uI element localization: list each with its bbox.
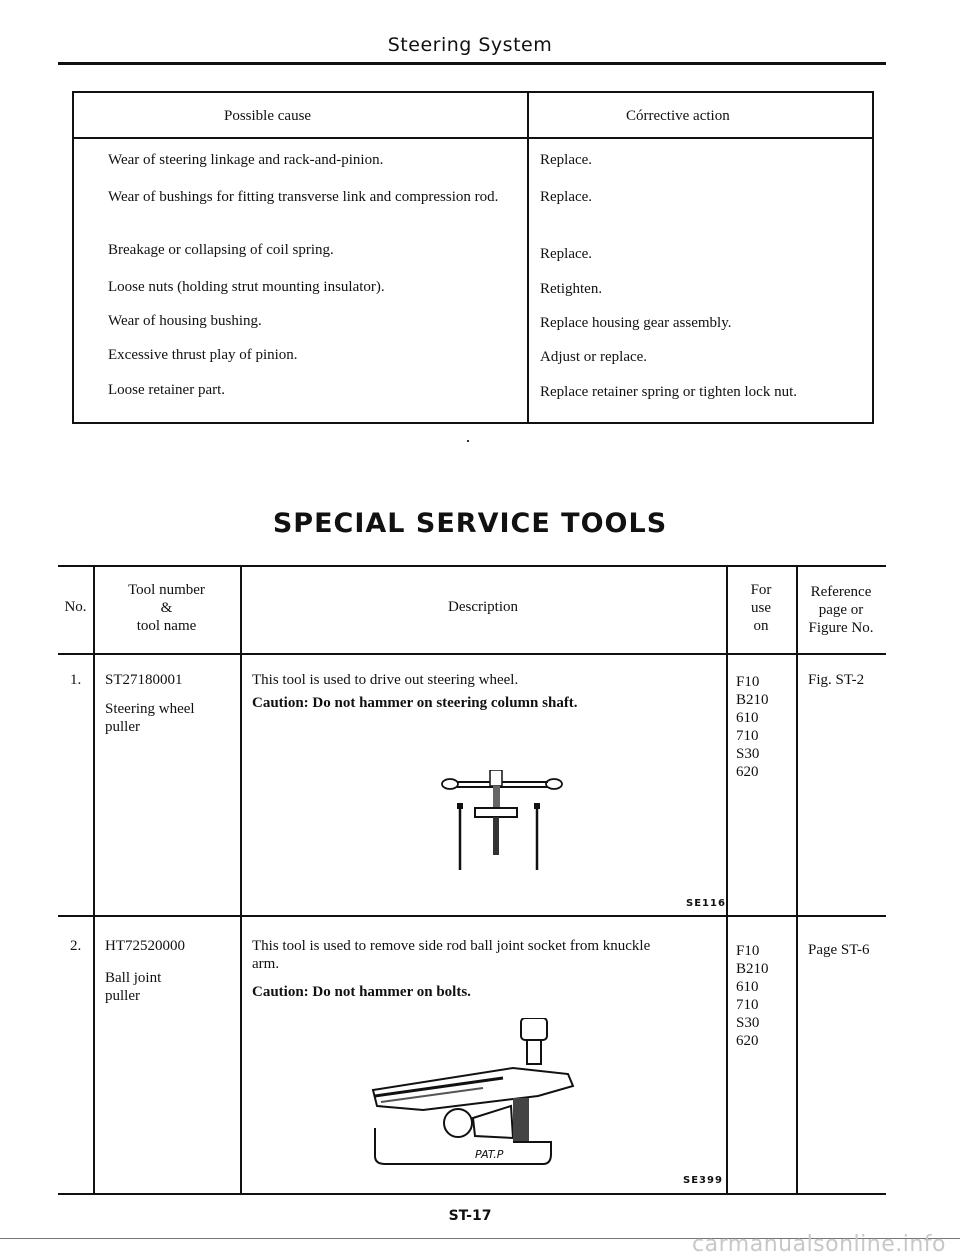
- row1-caution: Caution: Do not hammer on steering column shaft.: [252, 695, 578, 711]
- row1-tool-name: [105, 700, 195, 736]
- col-header-corrective-action: Córrective action: [626, 108, 730, 124]
- row1-tool-number: ST27180001: [105, 672, 183, 688]
- row2-tool-name-line-1: Ball joint: [105, 970, 162, 986]
- row2-caution: Caution: Do not hammer on bolts.: [252, 984, 471, 1000]
- header-tool-line-1: Tool number: [128, 582, 205, 598]
- row1-model: 610: [736, 710, 759, 726]
- row2-tool-number: HT72520000: [105, 938, 185, 954]
- action-row-6: Adjust or replace.: [540, 349, 648, 365]
- row2-description-line-2: arm.: [252, 956, 280, 972]
- header-tool-line-3: tool name: [136, 618, 197, 634]
- row2-model: 620: [736, 1033, 759, 1049]
- row2-figure-label: PAT.P: [475, 1148, 504, 1161]
- table-header-rule: [58, 653, 886, 655]
- action-row-7: Replace retainer spring or tighten lock nut.: [540, 384, 797, 400]
- row1-description: This tool is used to drive out steering wheel.: [252, 672, 519, 688]
- cause-row-6: Excessive thrust play of pinion.: [108, 347, 298, 363]
- col-divider-no: [93, 565, 95, 1195]
- header-ref-line-3: Figure No.: [808, 620, 874, 636]
- row2-model: 610: [736, 979, 759, 995]
- page-number: ST-17: [448, 1208, 492, 1224]
- col-divider-description: [726, 565, 728, 1195]
- table-bottom-rule: [58, 1193, 886, 1195]
- row2-models: [736, 942, 769, 1050]
- row1-model: 710: [736, 728, 759, 744]
- col-divider-tool: [240, 565, 242, 1195]
- row2-no: 2.: [70, 938, 82, 954]
- cause-row-7: Loose retainer part.: [108, 382, 226, 398]
- row1-models: [736, 673, 769, 781]
- row2-model: B210: [736, 961, 769, 977]
- row1-model: B210: [736, 692, 769, 708]
- row1-tool-name-line-1: Steering wheel: [105, 701, 195, 717]
- row1-model: 620: [736, 764, 759, 780]
- cause-row-4: Loose nuts (holding strut mounting insulator).: [108, 279, 385, 295]
- action-row-2: Replace.: [540, 189, 593, 205]
- header-for-line-1: For: [750, 582, 772, 598]
- row1-figure-code: SE116: [686, 898, 726, 909]
- row2-model: 710: [736, 997, 759, 1013]
- header-no: No.: [64, 599, 87, 615]
- ball-joint-puller-illustration: [363, 1018, 593, 1168]
- stray-dot: [467, 440, 469, 442]
- header-reference: [796, 583, 886, 637]
- header-ref-line-2: page or: [818, 602, 864, 618]
- row2-model: F10: [736, 943, 760, 959]
- steering-wheel-puller-illustration: [440, 770, 570, 885]
- row1-no: 1.: [70, 672, 82, 688]
- col-header-possible-cause: Possible cause: [224, 108, 312, 124]
- row1-reference: Fig. ST-2: [808, 672, 865, 688]
- header-for-line-3: on: [753, 618, 769, 634]
- row2-tool-name-line-2: puller: [105, 988, 140, 1004]
- row2-figure-code: SE399: [683, 1175, 723, 1186]
- action-row-4: Retighten.: [540, 281, 603, 297]
- header-for-use-on: [726, 581, 796, 635]
- header-ref-line-1: Reference: [810, 584, 872, 600]
- row2-reference: Page ST-6: [808, 942, 870, 958]
- cause-row-1: Wear of steering linkage and rack-and-pinion.: [108, 152, 384, 168]
- row1-tool-name-line-2: puller: [105, 719, 140, 735]
- section-title: SPECIAL SERVICE TOOLS: [272, 508, 668, 539]
- header-divider: [74, 137, 872, 139]
- row1-model: F10: [736, 674, 760, 690]
- row2-tool-name: [105, 969, 161, 1005]
- tools-table: [58, 565, 886, 1195]
- row2-description-line-1: This tool is used to remove side rod ball joint socket from knuckle: [252, 938, 651, 954]
- cause-row-2: Wear of bushings for fitting transverse link and compression rod.: [108, 189, 499, 205]
- cause-action-table: [72, 91, 874, 424]
- cause-row-3: Breakage or collapsing of coil spring.: [108, 242, 334, 258]
- action-row-3: Replace.: [540, 246, 593, 262]
- row1-model: S30: [736, 746, 760, 762]
- header-tool-line-2: &: [160, 600, 173, 616]
- row2-model: S30: [736, 1015, 760, 1031]
- header-tool: [93, 581, 240, 635]
- table-row-rule: [58, 915, 886, 917]
- action-row-5: Replace housing gear assembly.: [540, 315, 732, 331]
- row2-description: [252, 937, 650, 973]
- header-rule: [58, 62, 886, 65]
- cause-row-5: Wear of housing bushing.: [108, 313, 262, 329]
- action-row-1: Replace.: [540, 152, 593, 168]
- table-top-rule: [58, 565, 886, 567]
- watermark: carmanualsonline.info: [692, 1232, 946, 1257]
- page-header-title: Steering System: [387, 34, 553, 56]
- column-divider: [527, 93, 529, 422]
- col-divider-for-use: [796, 565, 798, 1195]
- header-for-line-2: use: [751, 600, 771, 616]
- header-description: Description: [448, 599, 518, 615]
